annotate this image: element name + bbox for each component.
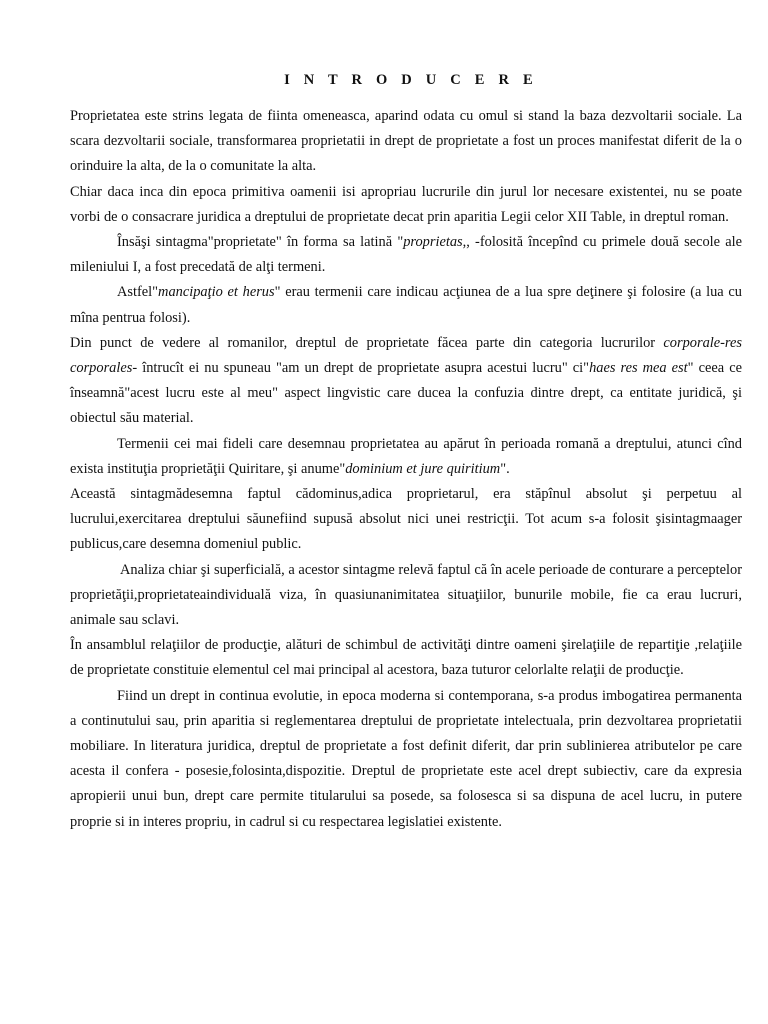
paragraph-6-italic-term: dominium et jure quiritium	[345, 460, 501, 477]
paragraph-5-text-c: întrucît ei nu spuneau "am un drept de proprietate asupra acestui lucru" ci"	[137, 360, 590, 377]
paragraph-4-text-c: " erau termenii care indicau acţiunea de a lua spre deţinere şi folosire (a lua cu mîna pentrua folosi).	[70, 284, 742, 326]
paragraph-1: Proprietatea este strins legata de fiinta omeneasca, aparind odata cu omul si stand la baza dezvoltarii sociale. La scara dezvoltarii sociale, transformarea proprietatii in drept de proprietate a fost un proces manifestat diferit de la o orinduire la alta, de la o comunitate la alta.	[70, 108, 742, 175]
paragraph-5-text-a: Din punct de vedere al romanilor, dreptul de proprietate făcea parte din categoria lucrurilor	[70, 334, 664, 351]
paragraph-6	[70, 432, 742, 482]
paragraph-9: În ansamblul relaţiilor de producţie, alături de schimbul de activităţi dintre oameni şirelaţiile de repartiţie ,relaţiile de proprietate constituie elementul cel mai principal al acestora, baza tuturor celorlalte relaţii de producţie.	[70, 637, 742, 679]
paragraph-4-italic-term: mancipaţio et herus	[158, 284, 275, 301]
paragraph-2: Chiar daca inca din epoca primitiva oamenii isi apropriau lucrurile din jurul lor necesare existentei, nu se poate vorbi de o consacrare juridica a dreptului de proprietate decat prin aparitia Legii celor XII Table, in dreptul roman.	[70, 183, 742, 225]
paragraph-5-text-e: " ceea ce înseamnă"acest lucru este al meu" aspect lingvistic care ducea la confuzia dintre drept, ca entitate juridică, şi obiectul său material.	[70, 360, 742, 427]
page-title: I N T R O D U C E R E	[284, 72, 538, 88]
paragraph-3-text-a: Însăşi sintagma"proprietate" în forma sa latină "	[117, 234, 404, 251]
paragraph-3-text-c: ,, -folosită începînd cu primele două secole ale mileniului I, a fost precedată de alţi termeni.	[70, 234, 742, 276]
paragraph-8: Analiza chiar şi superficială, a acestor sintagme relevă faptul că în acele perioade de conturare a perceptelor proprietăţii,proprietateaindividuală viza, în quasiunanimitatea situaţiilor, bunurile mobile, fie ca erau lucruri, animale sau sclavi.	[70, 561, 742, 629]
paragraph-5-italic-term-2: haes res mea est	[589, 360, 688, 377]
paragraph-5	[70, 331, 742, 432]
paragraph-10: Fiind un drept in continua evolutie, in epoca moderna si contemporana, s-a produs imbogatirea permanenta a continutului sau, prin aparitia si reglementarea dreptului de proprietate intelectuala, prin dezvoltarea proprietatii mobiliare. In literatura juridica, dreptul de proprietate a fost definit diferit, dar prin sublinierea atributelor pe care acesta il confera - posesie,folosinta,dispozitie. Dreptul de proprietate este acel drept subiectiv, care da expresia apropierii unui bun, drept care permite titularului sa posede, sa folosesca si sa dispuna de acel lucru, in putere proprie si in interes propriu, in cadrul si cu respectarea legislatiei existente.	[70, 687, 742, 830]
paragraph-3-italic-term: proprietas	[403, 234, 463, 251]
paragraph-4-text-a: Astfel"	[117, 284, 159, 301]
paragraph-6-text-a: Termenii cei mai fideli care desemnau proprietatea au apărut în perioada romană a dreptului, atunci cînd exista instituţia proprietăţii Quiritare, şi anume"	[70, 435, 742, 477]
document-page	[70, 70, 742, 835]
paragraph-3	[70, 230, 742, 280]
paragraph-5-italic-term-1: corporale-res corporales-	[70, 334, 742, 377]
paragraph-6-text-c: ".	[500, 460, 510, 477]
paragraph-4	[70, 280, 742, 330]
paragraph-7: Această sintagmădesemna faptul cădominus,adica proprietarul, era stăpînul absolut şi perpetuu al lucrului,exercitarea dreptului săunefiind supusă absolut nici unei restricţii. Tot acum s-a folosit şisintagmaager publicus,care desemna domeniul public.	[70, 486, 742, 553]
